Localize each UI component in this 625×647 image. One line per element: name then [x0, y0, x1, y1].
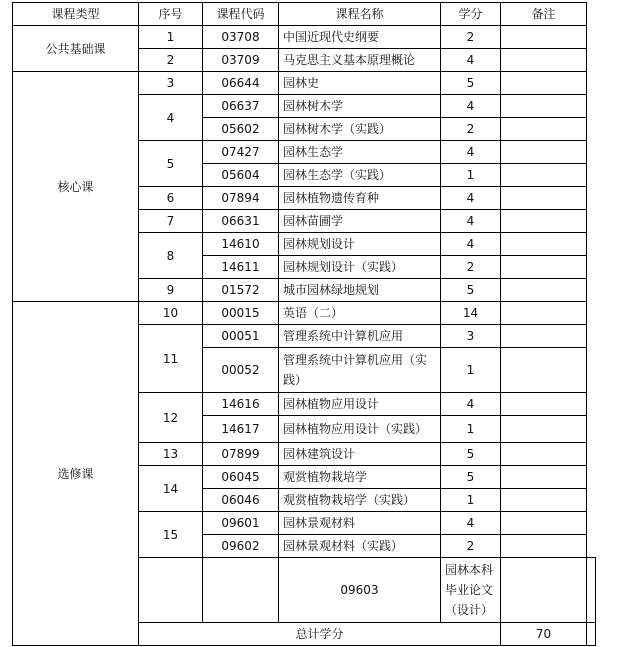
header-code: 课程代码	[203, 3, 279, 26]
row-seq: 5	[139, 141, 203, 187]
row-credit: 4	[441, 210, 501, 233]
category-public: 公共基础课	[13, 26, 139, 72]
row-seq: 12	[139, 393, 203, 443]
row-credit: 14	[441, 302, 501, 325]
row-code: 00052	[203, 348, 279, 393]
row-remark	[501, 416, 587, 443]
category-empty	[139, 558, 203, 623]
row-credit: 2	[441, 256, 501, 279]
row-name: 观赏植物栽培学	[279, 466, 441, 489]
row-seq: 11	[139, 325, 203, 393]
row-name: 园林植物应用设计（实践）	[279, 416, 441, 443]
header-name: 课程名称	[279, 3, 441, 26]
row-code: 00051	[203, 325, 279, 348]
row-seq: 3	[139, 72, 203, 95]
row-credit: 4	[441, 393, 501, 416]
row-credit: 5	[441, 72, 501, 95]
row-remark	[501, 233, 587, 256]
row-name: 园林生态学（实践）	[279, 164, 441, 187]
row-seq: 4	[139, 95, 203, 141]
row-code: 03708	[203, 26, 279, 49]
row-credit: 4	[441, 95, 501, 118]
table-row	[13, 302, 596, 325]
row-name: 城市园林绿地规划	[279, 279, 441, 302]
row-seq: 14	[139, 466, 203, 512]
row-name: 园林苗圃学	[279, 210, 441, 233]
row-remark	[587, 558, 596, 623]
row-credit: 5	[441, 279, 501, 302]
row-credit: 1	[441, 416, 501, 443]
row-name: 管理系统中计算机应用（实践）	[279, 348, 441, 393]
row-code: 06637	[203, 95, 279, 118]
row-remark	[501, 393, 587, 416]
row-remark	[501, 535, 587, 558]
total-value: 70	[501, 623, 587, 646]
row-remark	[501, 72, 587, 95]
row-credit: 4	[441, 233, 501, 256]
row-name: 园林规划设计	[279, 233, 441, 256]
row-code: 09602	[203, 535, 279, 558]
row-seq: 15	[139, 512, 203, 558]
table-row	[13, 26, 596, 49]
total-remark	[587, 623, 596, 646]
row-remark	[501, 164, 587, 187]
row-name: 园林树木学（实践）	[279, 118, 441, 141]
row-seq: 13	[139, 443, 203, 466]
row-code: 06631	[203, 210, 279, 233]
row-name: 管理系统中计算机应用	[279, 325, 441, 348]
row-seq: 1	[139, 26, 203, 49]
row-seq: 7	[139, 210, 203, 233]
row-remark	[501, 443, 587, 466]
row-remark	[501, 256, 587, 279]
row-name: 马克思主义基本原理概论	[279, 49, 441, 72]
row-code: 05604	[203, 164, 279, 187]
header-category: 课程类型	[13, 3, 139, 26]
row-name: 中国近现代史纲要	[279, 26, 441, 49]
row-code: 09603	[279, 558, 441, 623]
row-code: 14611	[203, 256, 279, 279]
row-code: 03709	[203, 49, 279, 72]
row-remark	[501, 118, 587, 141]
row-remark	[501, 348, 587, 393]
row-remark	[501, 466, 587, 489]
row-credit: 2	[441, 118, 501, 141]
row-remark	[501, 95, 587, 118]
row-code: 06045	[203, 466, 279, 489]
row-code: 05602	[203, 118, 279, 141]
row-code: 01572	[203, 279, 279, 302]
row-credit: 4	[441, 187, 501, 210]
row-name: 园林规划设计（实践）	[279, 256, 441, 279]
row-name: 英语（二）	[279, 302, 441, 325]
category-elective: 选修课	[13, 302, 139, 646]
row-name: 园林本科毕业论文（设计）	[441, 558, 501, 623]
row-seq: 9	[139, 279, 203, 302]
row-credit: 1	[441, 348, 501, 393]
row-name: 园林植物应用设计	[279, 393, 441, 416]
header-credit: 学分	[441, 3, 501, 26]
row-remark	[501, 187, 587, 210]
row-remark	[501, 325, 587, 348]
table-row	[13, 72, 596, 95]
row-credit: 2	[441, 26, 501, 49]
row-name: 观赏植物栽培学（实践）	[279, 489, 441, 512]
row-credit: 3	[441, 325, 501, 348]
row-code: 06644	[203, 72, 279, 95]
row-remark	[501, 512, 587, 535]
category-core: 核心课	[13, 72, 139, 302]
total-label: 总计学分	[139, 623, 501, 646]
row-name: 园林生态学	[279, 141, 441, 164]
row-name: 园林景观材料	[279, 512, 441, 535]
row-credit: 4	[441, 49, 501, 72]
curriculum-table	[12, 2, 596, 646]
row-code: 09601	[203, 512, 279, 535]
row-code: 14610	[203, 233, 279, 256]
row-name: 园林植物遗传育种	[279, 187, 441, 210]
row-seq: 2	[139, 49, 203, 72]
row-name: 园林景观材料（实践）	[279, 535, 441, 558]
row-credit: 2	[441, 535, 501, 558]
row-credit: 4	[441, 141, 501, 164]
row-name: 园林史	[279, 72, 441, 95]
row-code: 06046	[203, 489, 279, 512]
row-code: 00015	[203, 302, 279, 325]
row-credit: 5	[441, 466, 501, 489]
row-code: 14616	[203, 393, 279, 416]
row-credit: 5	[441, 443, 501, 466]
row-remark	[501, 141, 587, 164]
row-name: 园林树木学	[279, 95, 441, 118]
row-seq: 10	[139, 302, 203, 325]
row-remark	[501, 210, 587, 233]
row-name: 园林建筑设计	[279, 443, 441, 466]
row-remark	[501, 279, 587, 302]
header-remark: 备注	[501, 3, 587, 26]
row-seq: 6	[139, 187, 203, 210]
row-credit: 1	[441, 164, 501, 187]
row-seq: 8	[139, 233, 203, 279]
row-remark	[501, 302, 587, 325]
row-credit	[501, 558, 587, 623]
row-code: 07894	[203, 187, 279, 210]
row-credit: 1	[441, 489, 501, 512]
row-remark	[501, 489, 587, 512]
row-code: 14617	[203, 416, 279, 443]
row-credit: 4	[441, 512, 501, 535]
header-seq: 序号	[139, 3, 203, 26]
row-code: 07899	[203, 443, 279, 466]
row-seq	[203, 558, 279, 623]
row-remark	[501, 49, 587, 72]
row-remark	[501, 26, 587, 49]
row-code: 07427	[203, 141, 279, 164]
header-row	[13, 3, 596, 26]
